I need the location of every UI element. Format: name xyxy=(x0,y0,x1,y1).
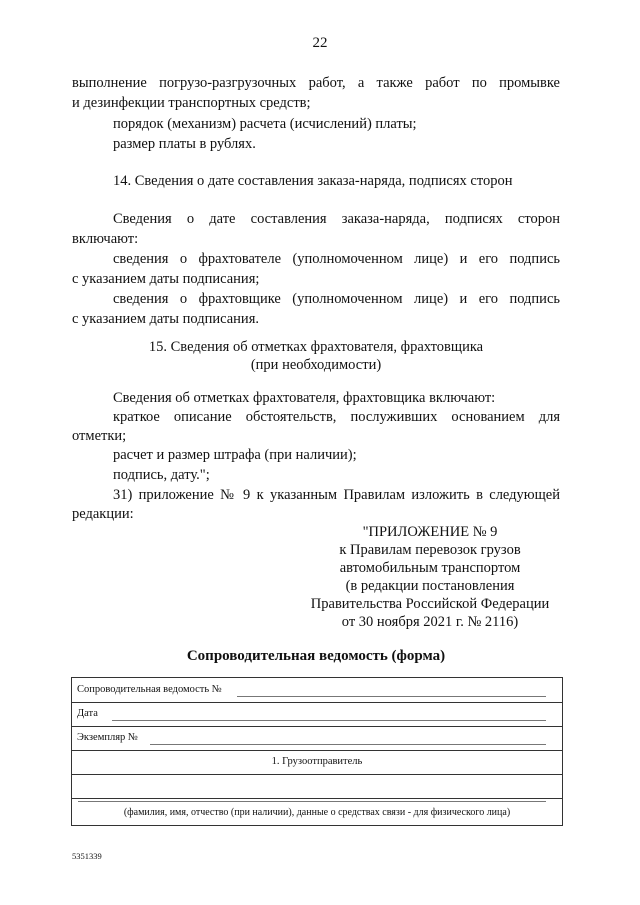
appendix-line: Правительства Российской Федерации xyxy=(310,596,550,612)
appendix-line: (в редакции постановления xyxy=(345,578,515,594)
paragraph-line: включают: xyxy=(72,231,139,247)
date-line xyxy=(112,720,546,721)
sender-hint: (фамилия, имя, отчество (при наличии), данные о средствах связи - для физического лица) xyxy=(123,807,511,818)
paragraph-line: редакции: xyxy=(72,506,134,522)
shipping-statement-form xyxy=(71,677,563,826)
appendix-heading: "ПРИЛОЖЕНИЕ № 9 xyxy=(362,524,498,540)
section-heading-15: 15. Сведения об отметках фрахтователя, фрахтовщика xyxy=(148,339,484,355)
form-row-section-1 xyxy=(72,750,562,775)
date-label: Дата xyxy=(77,708,98,719)
paragraph-line: Сведения об отметках фрахтователя, фрахтовщика включают: xyxy=(113,390,496,406)
paragraph-line: Сведения о дате составления заказа-наряда, подписях сторон xyxy=(113,211,560,227)
paragraph-line: отметки; xyxy=(72,428,127,444)
paragraph-line: 31) приложение № 9 к указанным Правилам изложить в следующей xyxy=(113,487,560,503)
paragraph-line: краткое описание обстоятельств, послуживших основанием для xyxy=(113,409,560,425)
form-row-hint xyxy=(72,798,562,825)
form-row-statement xyxy=(72,678,562,703)
paragraph-line: порядок (механизм) расчета (исчислений) платы; xyxy=(113,116,417,132)
form-row-blank xyxy=(72,774,562,799)
page-number: 22 xyxy=(312,35,328,51)
statement-number-line xyxy=(237,696,546,697)
paragraph-line: подпись, дату."; xyxy=(113,467,210,483)
paragraph-line: и дезинфекции транспортных средств; xyxy=(72,95,311,111)
paragraph-line: сведения о фрахтовщике (уполномоченном лице) и его подпись xyxy=(113,291,560,307)
form-title: Сопроводительная ведомость (форма) xyxy=(186,648,446,664)
copy-number-label: Экземпляр № xyxy=(77,732,138,743)
paragraph-line: с указанием даты подписания; xyxy=(72,271,260,287)
section-heading-14: 14. Сведения о дате составления заказа-наряда, подписях сторон xyxy=(113,173,513,189)
appendix-line: от 30 ноября 2021 г. № 2116) xyxy=(341,614,519,630)
appendix-line: автомобильным транспортом xyxy=(339,560,521,576)
paragraph-line: расчет и размер штрафа (при наличии); xyxy=(113,447,357,463)
appendix-line: к Правилам перевозок грузов xyxy=(339,542,521,558)
paragraph-line: с указанием даты подписания. xyxy=(72,311,259,327)
section-heading-15-sub: (при необходимости) xyxy=(250,357,382,373)
statement-number-label: Сопроводительная ведомость № xyxy=(77,684,222,695)
paragraph-line: сведения о фрахтователе (уполномоченном лице) и его подпись xyxy=(113,251,560,267)
paragraph-line: размер платы в рублях. xyxy=(113,136,256,152)
form-row-copy xyxy=(72,726,562,751)
section-1-title: 1. Грузоотправитель xyxy=(271,756,363,767)
form-row-date xyxy=(72,702,562,727)
copy-number-line xyxy=(150,744,546,745)
sender-line xyxy=(78,801,546,802)
paragraph-line: выполнение погрузо-разгрузочных работ, а также работ по промывке xyxy=(72,75,560,91)
document-code: 5351339 xyxy=(72,851,102,861)
